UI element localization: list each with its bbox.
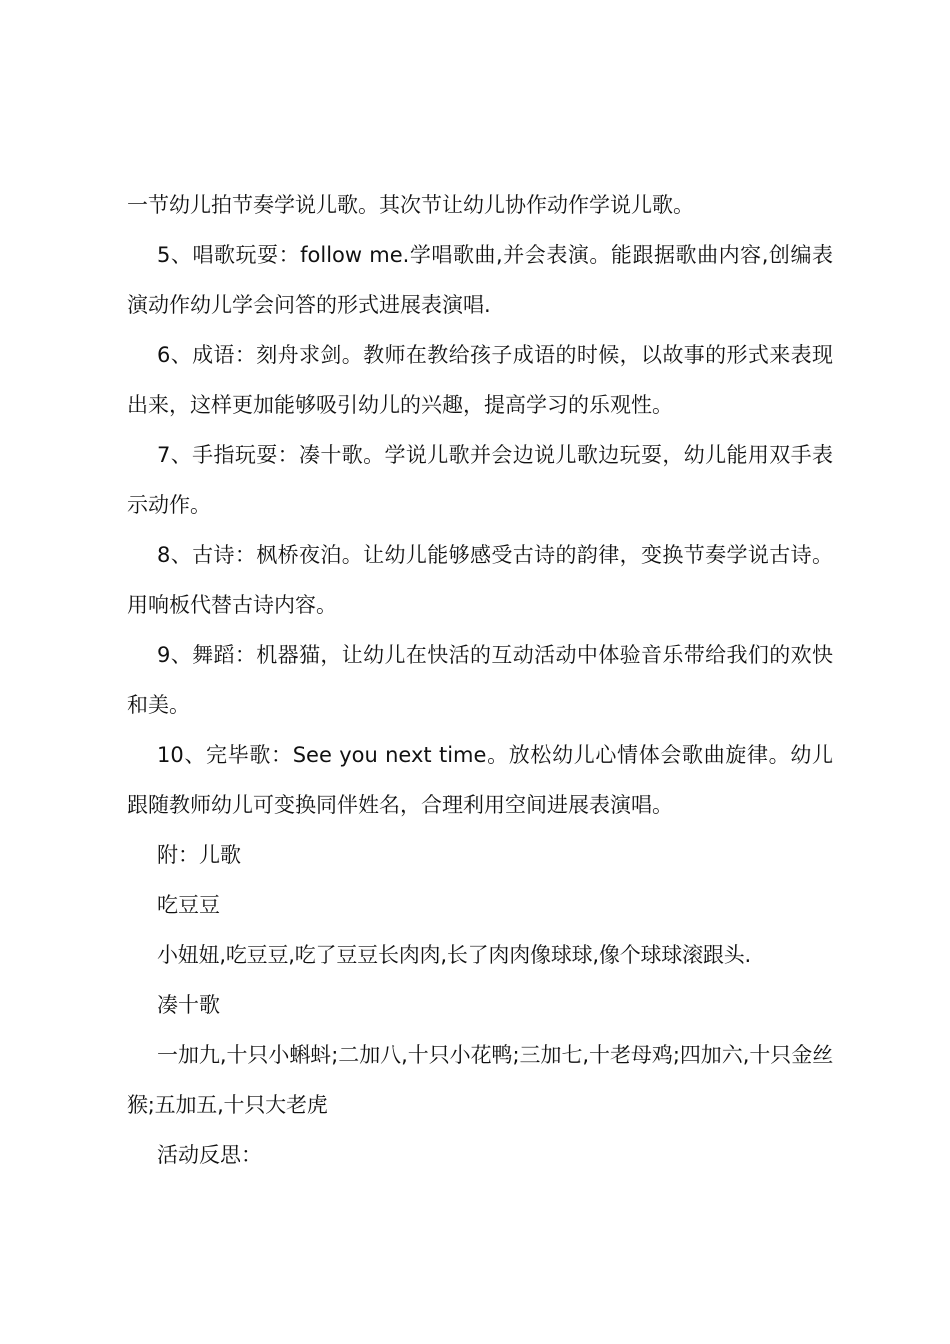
song-lyrics-coushige: 一加九,十只小蝌蚪;二加八,十只小花鸭;三加七,十老母鸡;四加六,十只金丝猴;五加五,十只大老虎 <box>127 1043 833 1117</box>
paragraph-item-9: 9、舞蹈：机器猫，让幼儿在快活的互动活动中体验音乐带给我们的欢快和美。 <box>127 643 833 717</box>
paragraph-continuation: 一节幼儿拍节奏学说儿歌。其次节让幼儿协作动作学说儿歌。 <box>127 193 694 217</box>
song-title-chidoudou: 吃豆豆 <box>157 893 220 917</box>
song-lyrics-chidoudou: 小妞妞,吃豆豆,吃了豆豆长肉肉,长了肉肉像球球,像个球球滚跟头. <box>157 943 751 967</box>
reflection-heading: 活动反思： <box>157 1143 262 1167</box>
appendix-heading: 附：儿歌 <box>157 843 241 867</box>
paragraph-item-10: 10、完毕歌：See you next time。放松幼儿心情体会歌曲旋律。幼儿跟随教师幼儿可变换同伴姓名，合理利用空间进展表演唱。 <box>127 743 833 817</box>
song-title-coushige: 凑十歌 <box>157 993 220 1017</box>
document-body <box>127 180 833 1180</box>
paragraph-item-5: 5、唱歌玩耍：follow me.学唱歌曲,并会表演。能跟据歌曲内容,创编表演动作幼儿学会问答的形式进展表演唱. <box>127 243 833 317</box>
paragraph-item-7: 7、手指玩耍：凑十歌。学说儿歌并会边说儿歌边玩耍，幼儿能用双手表示动作。 <box>127 443 833 517</box>
paragraph-item-6: 6、成语：刻舟求剑。教师在教给孩子成语的时候，以故事的形式来表现出来，这样更加能够吸引幼儿的兴趣，提高学习的乐观性。 <box>127 343 833 417</box>
paragraph-item-8: 8、古诗：枫桥夜泊。让幼儿能够感受古诗的韵律，变换节奏学说古诗。用响板代替古诗内容。 <box>127 543 833 617</box>
